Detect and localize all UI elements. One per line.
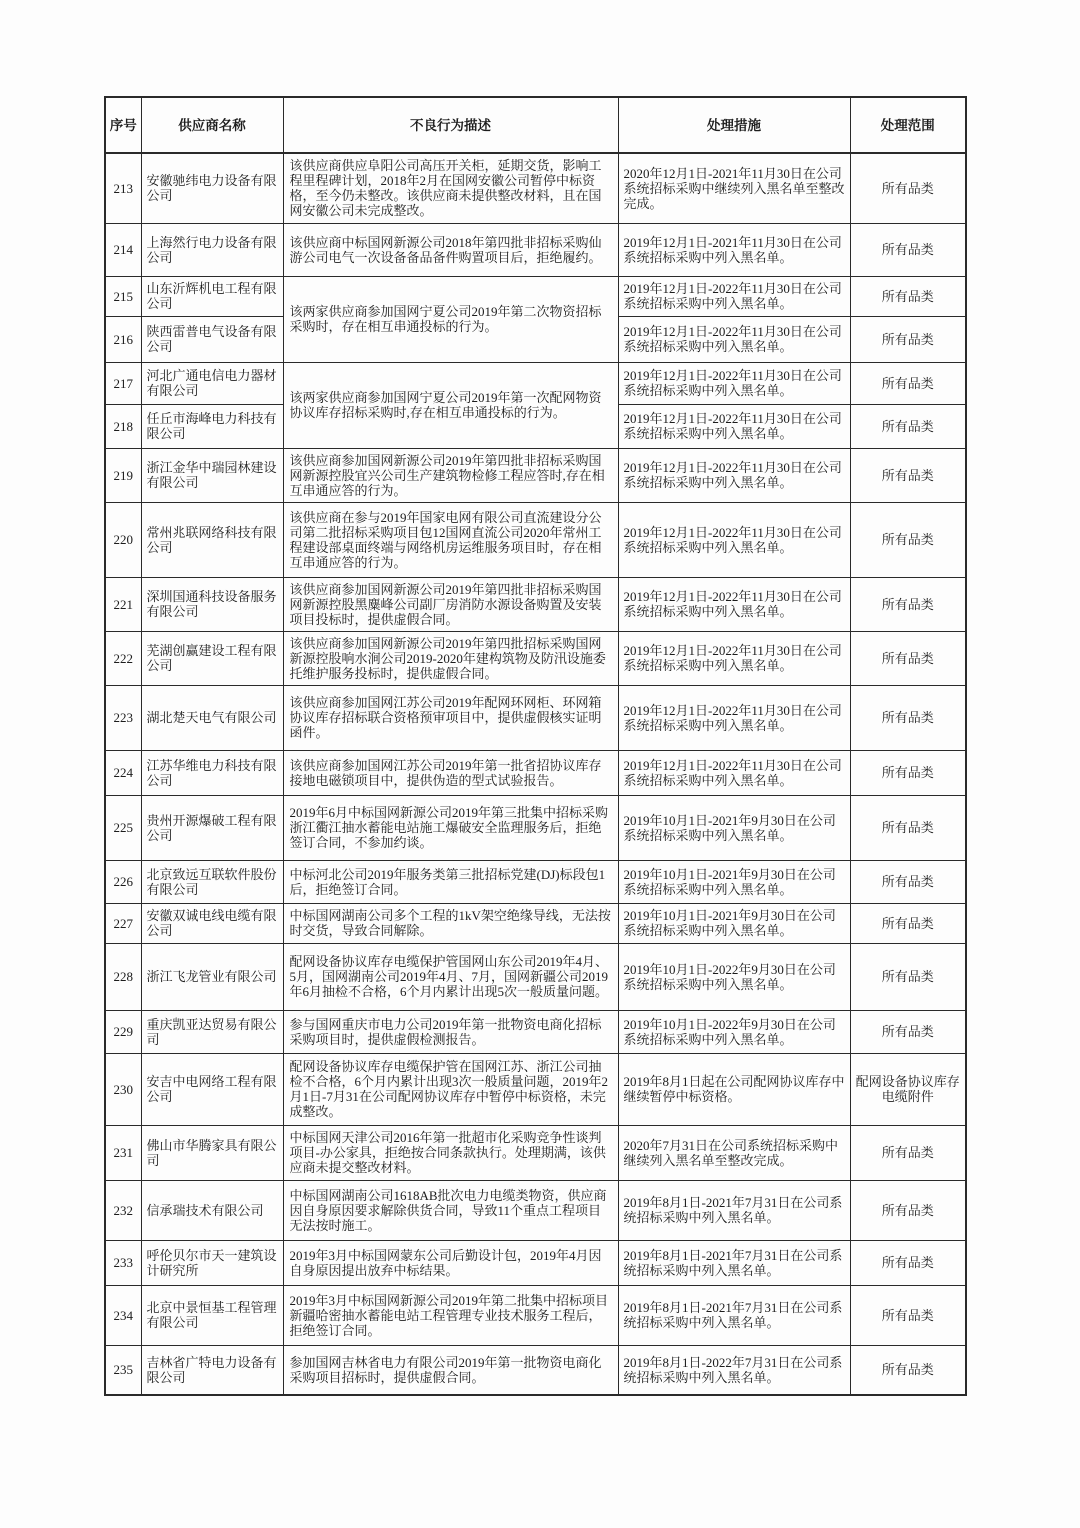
supplier-name-cell: 湖北楚天电气有限公司 bbox=[141, 685, 283, 750]
handling-measures-cell: 2019年10月1日-2021年9月30日在公司系统招标采购中列入黑名单。 bbox=[618, 860, 850, 903]
column-header-bad-behavior-description: 不良行为描述 bbox=[283, 97, 618, 153]
column-header-handling-measures: 处理措施 bbox=[618, 97, 850, 153]
handling-measures-cell: 2019年12月1日-2022年11月30日在公司系统招标采购中列入黑名单。 bbox=[618, 502, 850, 577]
supplier-name-cell: 佛山市华腾家具有限公司 bbox=[141, 1125, 283, 1180]
table-row bbox=[105, 795, 966, 860]
bad-behavior-description-cell: 中标国网天津公司2016年第一批超市化采购竞争性谈判项目-办公家具，拒绝按合同条款执行。处理期满，该供应商未提交整改材料。 bbox=[283, 1125, 618, 1180]
handling-measures-cell: 2019年8月1日起在公司配网协议库存中继续暂停中标资格。 bbox=[618, 1053, 850, 1125]
handling-scope-cell: 所有品类 bbox=[850, 153, 966, 223]
handling-scope-cell: 所有品类 bbox=[850, 404, 966, 448]
supplier-name-cell: 浙江金华中瑞园林建设有限公司 bbox=[141, 448, 283, 502]
row-number-cell: 213 bbox=[105, 153, 141, 223]
table-row bbox=[105, 1345, 966, 1395]
handling-scope-cell: 所有品类 bbox=[850, 631, 966, 685]
handling-scope-cell: 所有品类 bbox=[850, 1240, 966, 1285]
row-number-cell: 232 bbox=[105, 1180, 141, 1240]
supplier-name-cell: 任丘市海峰电力科技有限公司 bbox=[141, 404, 283, 448]
supplier-name-cell: 常州兆联网络科技有限公司 bbox=[141, 502, 283, 577]
handling-scope-cell: 所有品类 bbox=[850, 685, 966, 750]
handling-measures-cell: 2019年10月1日-2021年9月30日在公司系统招标采购中列入黑名单。 bbox=[618, 903, 850, 943]
table-row bbox=[105, 223, 966, 276]
table-row bbox=[105, 577, 966, 631]
bad-behavior-description-cell: 参与国网重庆市电力公司2019年第一批物资电商化招标采购项目时，提供虚假检测报告。 bbox=[283, 1010, 618, 1053]
row-number-cell: 229 bbox=[105, 1010, 141, 1053]
row-number-cell: 231 bbox=[105, 1125, 141, 1180]
handling-measures-cell: 2019年10月1日-2022年9月30日在公司系统招标采购中列入黑名单。 bbox=[618, 1010, 850, 1053]
handling-scope-cell: 所有品类 bbox=[850, 502, 966, 577]
handling-scope-cell: 所有品类 bbox=[850, 903, 966, 943]
bad-behavior-description-cell: 2019年3月中标国网新源公司2019年第二批集中招标项目新疆哈密抽水蓄能电站工程管理专业技术服务工程后，拒绝签订合同。 bbox=[283, 1285, 618, 1345]
row-number-cell: 217 bbox=[105, 362, 141, 404]
row-number-cell: 230 bbox=[105, 1053, 141, 1125]
supplier-name-cell: 上海然行电力设备有限公司 bbox=[141, 223, 283, 276]
bad-behavior-description-cell: 该供应商中标国网新源公司2018年第四批非招标采购仙游公司电气一次设备备品备件购置项目后，拒绝履约。 bbox=[283, 223, 618, 276]
row-number-cell: 226 bbox=[105, 860, 141, 903]
row-number-cell: 214 bbox=[105, 223, 141, 276]
table-row bbox=[105, 860, 966, 903]
handling-measures-cell: 2019年8月1日-2021年7月31日在公司系统招标采购中列入黑名单。 bbox=[618, 1240, 850, 1285]
handling-measures-cell: 2019年12月1日-2022年11月30日在公司系统招标采购中列入黑名单。 bbox=[618, 362, 850, 404]
table-row bbox=[105, 750, 966, 795]
handling-scope-cell: 所有品类 bbox=[850, 1180, 966, 1240]
table-header-row bbox=[105, 97, 966, 153]
row-number-cell: 218 bbox=[105, 404, 141, 448]
handling-measures-cell: 2019年12月1日-2022年11月30日在公司系统招标采购中列入黑名单。 bbox=[618, 577, 850, 631]
handling-measures-cell: 2019年8月1日-2022年7月31日在公司系统招标采购中列入黑名单。 bbox=[618, 1345, 850, 1395]
handling-measures-cell: 2020年12月1日-2021年11月30日在公司系统招标采购中继续列入黑名单至整改完成。 bbox=[618, 153, 850, 223]
handling-scope-cell: 所有品类 bbox=[850, 1125, 966, 1180]
row-number-cell: 235 bbox=[105, 1345, 141, 1395]
table-row bbox=[105, 685, 966, 750]
handling-measures-cell: 2019年12月1日-2022年11月30日在公司系统招标采购中列入黑名单。 bbox=[618, 631, 850, 685]
table-row bbox=[105, 153, 966, 223]
row-number-cell: 225 bbox=[105, 795, 141, 860]
supplier-name-cell: 深圳国通科技设备服务有限公司 bbox=[141, 577, 283, 631]
bad-behavior-description-cell: 中标国网湖南公司多个工程的1kV架空绝缘导线，无法按时交货，导致合同解除。 bbox=[283, 903, 618, 943]
supplier-name-cell: 安徽驰纬电力设备有限公司 bbox=[141, 153, 283, 223]
supplier-name-cell: 安徽双诚电线电缆有限公司 bbox=[141, 903, 283, 943]
row-number-cell: 219 bbox=[105, 448, 141, 502]
table-row bbox=[105, 903, 966, 943]
handling-measures-cell: 2019年10月1日-2022年9月30日在公司系统招标采购中列入黑名单。 bbox=[618, 943, 850, 1010]
supplier-name-cell: 北京致远互联软件股份有限公司 bbox=[141, 860, 283, 903]
row-number-cell: 227 bbox=[105, 903, 141, 943]
handling-measures-cell: 2020年7月31日在公司系统招标采购中继续列入黑名单至整改完成。 bbox=[618, 1125, 850, 1180]
row-number-cell: 216 bbox=[105, 316, 141, 362]
handling-scope-cell: 所有品类 bbox=[850, 1345, 966, 1395]
bad-behavior-description-cell: 该供应商参加国网新源公司2019年第四批招标采购国网新源控股响水涧公司2019-2020年建构筑物及防汛设施委托维护服务投标时，提供虚假合同。 bbox=[283, 631, 618, 685]
handling-measures-cell: 2019年8月1日-2021年7月31日在公司系统招标采购中列入黑名单。 bbox=[618, 1180, 850, 1240]
supplier-name-cell: 信承瑞技术有限公司 bbox=[141, 1180, 283, 1240]
handling-measures-cell: 2019年12月1日-2022年11月30日在公司系统招标采购中列入黑名单。 bbox=[618, 448, 850, 502]
handling-scope-cell: 所有品类 bbox=[850, 316, 966, 362]
supplier-blacklist-table bbox=[104, 96, 967, 1396]
table-row bbox=[105, 1010, 966, 1053]
bad-behavior-description-cell: 参加国网吉林省电力有限公司2019年第一批物资电商化采购项目招标时，提供虚假合同。 bbox=[283, 1345, 618, 1395]
table-body bbox=[105, 153, 966, 1395]
handling-scope-cell: 所有品类 bbox=[850, 795, 966, 860]
bad-behavior-description-cell: 该两家供应商参加国网宁夏公司2019年第一次配网物资协议库存招标采购时,存在相互串通投标的行为。 bbox=[283, 362, 618, 448]
handling-scope-cell: 所有品类 bbox=[850, 860, 966, 903]
table-row bbox=[105, 1240, 966, 1285]
bad-behavior-description-cell: 中标国网湖南公司1618AB批次电力电缆类物资，供应商因自身原因要求解除供货合同，导致11个重点工程项目无法按时施工。 bbox=[283, 1180, 618, 1240]
supplier-name-cell: 山东沂辉机电工程有限公司 bbox=[141, 276, 283, 316]
handling-measures-cell: 2019年12月1日-2021年11月30日在公司系统招标采购中列入黑名单。 bbox=[618, 223, 850, 276]
table-row bbox=[105, 631, 966, 685]
table-row bbox=[105, 1125, 966, 1180]
handling-measures-cell: 2019年12月1日-2022年11月30日在公司系统招标采购中列入黑名单。 bbox=[618, 316, 850, 362]
row-number-cell: 221 bbox=[105, 577, 141, 631]
handling-scope-cell: 所有品类 bbox=[850, 276, 966, 316]
supplier-name-cell: 浙江飞龙管业有限公司 bbox=[141, 943, 283, 1010]
handling-scope-cell: 配网设备协议库存电缆附件 bbox=[850, 1053, 966, 1125]
bad-behavior-description-cell: 该供应商参加国网江苏公司2019年配网环网柜、环网箱协议库存招标联合资格预审项目中，提供虚假核实证明函件。 bbox=[283, 685, 618, 750]
bad-behavior-description-cell: 配网设备协议库存电缆保护管国网山东公司2019年4月、5月，国网湖南公司2019年4月、7月，国网新疆公司2019年6月抽检不合格，6个月内累计出现5次一般质量问题。 bbox=[283, 943, 618, 1010]
bad-behavior-description-cell: 配网设备协议库存电缆保护管在国网江苏、浙江公司抽检不合格，6个月内累计出现3次一般质量问题，2019年2月1日-7月31在公司配网协议库存中暂停中标资格，未完成整改。 bbox=[283, 1053, 618, 1125]
supplier-name-cell: 吉林省广特电力设备有限公司 bbox=[141, 1345, 283, 1395]
handling-measures-cell: 2019年12月1日-2022年11月30日在公司系统招标采购中列入黑名单。 bbox=[618, 276, 850, 316]
supplier-name-cell: 重庆凯亚达贸易有限公司 bbox=[141, 1010, 283, 1053]
handling-scope-cell: 所有品类 bbox=[850, 448, 966, 502]
handling-scope-cell: 所有品类 bbox=[850, 1285, 966, 1345]
bad-behavior-description-cell: 该供应商供应阜阳公司高压开关柜，延期交货，影响工程里程碑计划，2018年2月在国网安徽公司暂停中标资格，至今仍未整改。该供应商未提供整改材料，且在国网安徽公司未完成整改。 bbox=[283, 153, 618, 223]
supplier-name-cell: 北京中景恒基工程管理有限公司 bbox=[141, 1285, 283, 1345]
table-row bbox=[105, 362, 966, 404]
bad-behavior-description-cell: 该供应商参加国网新源公司2019年第四批非招标采购国网新源控股宜兴公司生产建筑物检修工程应答时,存在相互串通应答的行为。 bbox=[283, 448, 618, 502]
supplier-name-cell: 呼伦贝尔市天一建筑设计研究所 bbox=[141, 1240, 283, 1285]
bad-behavior-description-cell: 2019年6月中标国网新源公司2019年第三批集中招标采购浙江衢江抽水蓄能电站施工爆破安全监理服务后，拒绝签订合同，不参加约谈。 bbox=[283, 795, 618, 860]
row-number-cell: 228 bbox=[105, 943, 141, 1010]
handling-measures-cell: 2019年8月1日-2021年7月31日在公司系统招标采购中列入黑名单。 bbox=[618, 1285, 850, 1345]
column-header-serial-number: 序号 bbox=[105, 97, 141, 153]
bad-behavior-description-cell: 该两家供应商参加国网宁夏公司2019年第二次物资招标采购时，存在相互串通投标的行为。 bbox=[283, 276, 618, 362]
table-row bbox=[105, 1180, 966, 1240]
handling-measures-cell: 2019年12月1日-2022年11月30日在公司系统招标采购中列入黑名单。 bbox=[618, 750, 850, 795]
column-header-supplier-name: 供应商名称 bbox=[141, 97, 283, 153]
column-header-handling-scope: 处理范围 bbox=[850, 97, 966, 153]
row-number-cell: 220 bbox=[105, 502, 141, 577]
table-row bbox=[105, 276, 966, 316]
row-number-cell: 224 bbox=[105, 750, 141, 795]
supplier-name-cell: 贵州开源爆破工程有限公司 bbox=[141, 795, 283, 860]
handling-scope-cell: 所有品类 bbox=[850, 943, 966, 1010]
handling-measures-cell: 2019年10月1日-2021年9月30日在公司系统招标采购中列入黑名单。 bbox=[618, 795, 850, 860]
supplier-name-cell: 江苏华维电力科技有限公司 bbox=[141, 750, 283, 795]
handling-measures-cell: 2019年12月1日-2022年11月30日在公司系统招标采购中列入黑名单。 bbox=[618, 404, 850, 448]
supplier-name-cell: 安吉中电网络工程有限公司 bbox=[141, 1053, 283, 1125]
row-number-cell: 222 bbox=[105, 631, 141, 685]
table-row bbox=[105, 943, 966, 1010]
handling-scope-cell: 所有品类 bbox=[850, 577, 966, 631]
table-row bbox=[105, 1285, 966, 1345]
row-number-cell: 233 bbox=[105, 1240, 141, 1285]
bad-behavior-description-cell: 中标河北公司2019年服务类第三批招标党建(DJ)标段包1后，拒绝签订合同。 bbox=[283, 860, 618, 903]
handling-scope-cell: 所有品类 bbox=[850, 1010, 966, 1053]
row-number-cell: 234 bbox=[105, 1285, 141, 1345]
supplier-name-cell: 河北广通电信电力器材有限公司 bbox=[141, 362, 283, 404]
bad-behavior-description-cell: 该供应商在参与2019年国家电网有限公司直流建设分公司第二批招标采购项目包12国网直流公司2020年常州工程建设部桌面终端与网络机房运维服务项目时，存在相互串通应答的行为。 bbox=[283, 502, 618, 577]
bad-behavior-description-cell: 该供应商参加国网新源公司2019年第四批非招标采购国网新源控股黑麋峰公司副厂房消防水源设备购置及安装项目投标时，提供虚假合同。 bbox=[283, 577, 618, 631]
handling-scope-cell: 所有品类 bbox=[850, 750, 966, 795]
handling-scope-cell: 所有品类 bbox=[850, 223, 966, 276]
handling-measures-cell: 2019年12月1日-2022年11月30日在公司系统招标采购中列入黑名单。 bbox=[618, 685, 850, 750]
bad-behavior-description-cell: 该供应商参加国网江苏公司2019年第一批省招协议库存接地电磁锁项目中，提供伪造的型式试验报告。 bbox=[283, 750, 618, 795]
row-number-cell: 215 bbox=[105, 276, 141, 316]
supplier-name-cell: 芜湖创赢建设工程有限公司 bbox=[141, 631, 283, 685]
supplier-name-cell: 陕西雷普电气设备有限公司 bbox=[141, 316, 283, 362]
table-row bbox=[105, 502, 966, 577]
table-row bbox=[105, 448, 966, 502]
bad-behavior-description-cell: 2019年3月中标国网蒙东公司后勤设计包，2019年4月因自身原因提出放弃中标结果。 bbox=[283, 1240, 618, 1285]
row-number-cell: 223 bbox=[105, 685, 141, 750]
handling-scope-cell: 所有品类 bbox=[850, 362, 966, 404]
table-row bbox=[105, 1053, 966, 1125]
